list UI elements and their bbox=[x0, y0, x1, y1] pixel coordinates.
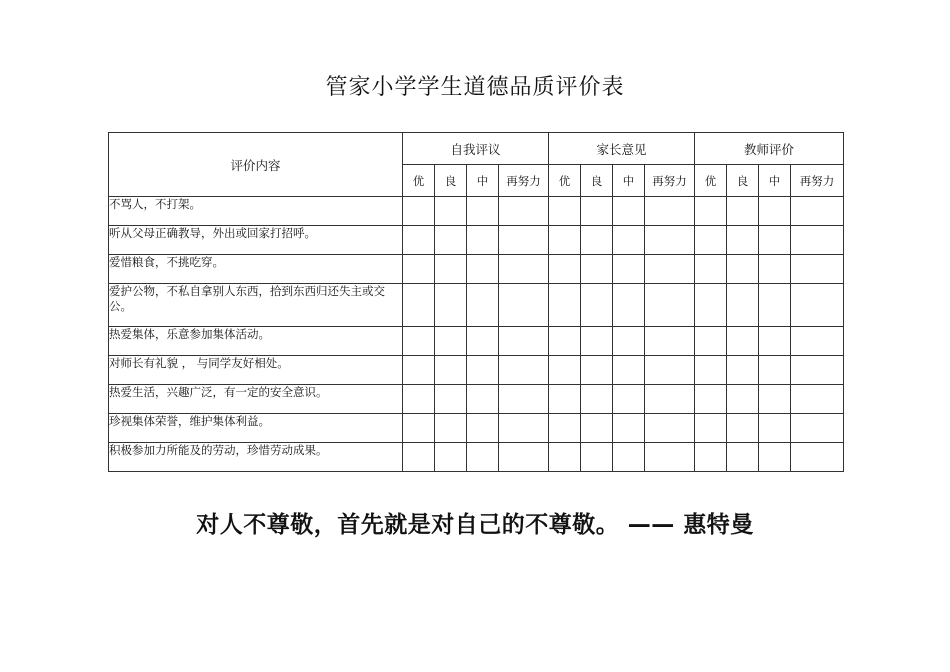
grade-cell[interactable] bbox=[645, 284, 695, 327]
grade-cell[interactable] bbox=[581, 356, 613, 385]
grade-cell[interactable] bbox=[581, 414, 613, 443]
grade-cell[interactable] bbox=[403, 327, 435, 356]
grade-header: 再努力 bbox=[499, 165, 549, 197]
grade-cell[interactable] bbox=[791, 414, 844, 443]
grade-cell[interactable] bbox=[695, 255, 727, 284]
grade-header: 中 bbox=[613, 165, 645, 197]
grade-cell[interactable] bbox=[613, 255, 645, 284]
table-row bbox=[109, 414, 844, 443]
grade-cell[interactable] bbox=[727, 385, 759, 414]
group-header-self: 自我评议 bbox=[403, 133, 549, 165]
grade-cell[interactable] bbox=[499, 255, 549, 284]
grade-cell[interactable] bbox=[467, 226, 499, 255]
criterion-text: 热爱集体，乐意参加集体活动。 bbox=[109, 327, 403, 356]
grade-cell[interactable] bbox=[499, 284, 549, 327]
grade-cell[interactable] bbox=[435, 356, 467, 385]
grade-cell[interactable] bbox=[549, 284, 581, 327]
grade-cell[interactable] bbox=[613, 414, 645, 443]
grade-cell[interactable] bbox=[727, 414, 759, 443]
grade-cell[interactable] bbox=[695, 284, 727, 327]
grade-cell[interactable] bbox=[581, 255, 613, 284]
grade-cell[interactable] bbox=[467, 385, 499, 414]
grade-cell[interactable] bbox=[613, 226, 645, 255]
grade-cell[interactable] bbox=[435, 226, 467, 255]
grade-cell[interactable] bbox=[695, 356, 727, 385]
grade-cell[interactable] bbox=[645, 443, 695, 472]
criterion-text: 对师长有礼貌 ， 与同学友好相处。 bbox=[109, 356, 403, 385]
grade-cell[interactable] bbox=[549, 197, 581, 226]
grade-cell[interactable] bbox=[435, 197, 467, 226]
grade-cell[interactable] bbox=[613, 385, 645, 414]
table-row bbox=[109, 284, 844, 327]
content-header: 评价内容 bbox=[109, 133, 403, 197]
table-row bbox=[109, 255, 844, 284]
grade-header: 良 bbox=[581, 165, 613, 197]
grade-cell[interactable] bbox=[499, 226, 549, 255]
grade-cell[interactable] bbox=[759, 327, 791, 356]
grade-cell[interactable] bbox=[549, 385, 581, 414]
grade-cell[interactable] bbox=[791, 226, 844, 255]
grade-cell[interactable] bbox=[403, 197, 435, 226]
grade-cell[interactable] bbox=[499, 327, 549, 356]
group-header-teacher: 教师评价 bbox=[695, 133, 844, 165]
grade-cell[interactable] bbox=[695, 226, 727, 255]
grade-cell[interactable] bbox=[759, 226, 791, 255]
grade-cell[interactable] bbox=[695, 414, 727, 443]
grade-cell[interactable] bbox=[613, 443, 645, 472]
grade-cell[interactable] bbox=[467, 356, 499, 385]
table-row bbox=[109, 226, 844, 255]
grade-cell[interactable] bbox=[727, 255, 759, 284]
table-row bbox=[109, 197, 844, 226]
grade-cell[interactable] bbox=[467, 443, 499, 472]
grade-header: 良 bbox=[435, 165, 467, 197]
grade-cell[interactable] bbox=[581, 327, 613, 356]
grade-cell[interactable] bbox=[613, 197, 645, 226]
grade-header: 再努力 bbox=[645, 165, 695, 197]
grade-cell[interactable] bbox=[467, 327, 499, 356]
grade-cell[interactable] bbox=[467, 255, 499, 284]
page-title: 管家小学学生道德品质评价表 bbox=[325, 75, 625, 100]
grade-cell[interactable] bbox=[727, 226, 759, 255]
grade-cell[interactable] bbox=[645, 226, 695, 255]
grade-cell[interactable] bbox=[549, 356, 581, 385]
grade-cell[interactable] bbox=[549, 255, 581, 284]
grade-cell[interactable] bbox=[403, 385, 435, 414]
grade-cell[interactable] bbox=[549, 443, 581, 472]
grade-cell[interactable] bbox=[499, 443, 549, 472]
grade-cell[interactable] bbox=[695, 327, 727, 356]
grade-cell[interactable] bbox=[549, 414, 581, 443]
grade-cell[interactable] bbox=[727, 284, 759, 327]
grade-cell[interactable] bbox=[499, 385, 549, 414]
grade-cell[interactable] bbox=[435, 284, 467, 327]
table-row bbox=[109, 327, 844, 356]
grade-cell[interactable] bbox=[435, 255, 467, 284]
grade-cell[interactable] bbox=[403, 284, 435, 327]
grade-cell[interactable] bbox=[727, 356, 759, 385]
grade-cell[interactable] bbox=[435, 327, 467, 356]
grade-cell[interactable] bbox=[791, 284, 844, 327]
grade-cell[interactable] bbox=[759, 385, 791, 414]
grade-cell[interactable] bbox=[695, 197, 727, 226]
grade-cell[interactable] bbox=[549, 226, 581, 255]
grade-cell[interactable] bbox=[581, 443, 613, 472]
grade-cell[interactable] bbox=[499, 197, 549, 226]
grade-cell[interactable] bbox=[645, 356, 695, 385]
evaluation-table bbox=[108, 132, 844, 472]
grade-cell[interactable] bbox=[581, 385, 613, 414]
grade-cell[interactable] bbox=[581, 284, 613, 327]
grade-cell[interactable] bbox=[759, 255, 791, 284]
criterion-text: 珍视集体荣誉，维护集体利益。 bbox=[109, 414, 403, 443]
grade-cell[interactable] bbox=[549, 327, 581, 356]
grade-cell[interactable] bbox=[499, 414, 549, 443]
grade-cell[interactable] bbox=[695, 443, 727, 472]
criterion-text: 爱惜粮食，不挑吃穿。 bbox=[109, 255, 403, 284]
grade-cell[interactable] bbox=[791, 443, 844, 472]
grade-header: 再努力 bbox=[791, 165, 844, 197]
quote-text: 对人不尊敬，首先就是对自己的不尊敬。 —— 惠特曼 bbox=[196, 512, 754, 538]
table-row bbox=[109, 385, 844, 414]
grade-cell[interactable] bbox=[791, 255, 844, 284]
grade-header: 良 bbox=[727, 165, 759, 197]
criterion-text: 听从父母正确教导，外出或回家打招呼。 bbox=[109, 226, 403, 255]
grade-header: 中 bbox=[467, 165, 499, 197]
grade-cell[interactable] bbox=[467, 197, 499, 226]
grade-cell[interactable] bbox=[499, 356, 549, 385]
grade-cell[interactable] bbox=[435, 443, 467, 472]
table-row bbox=[109, 443, 844, 472]
grade-cell[interactable] bbox=[613, 356, 645, 385]
grade-cell[interactable] bbox=[759, 414, 791, 443]
grade-cell[interactable] bbox=[613, 284, 645, 327]
grade-cell[interactable] bbox=[645, 385, 695, 414]
grade-cell[interactable] bbox=[645, 327, 695, 356]
grade-cell[interactable] bbox=[435, 385, 467, 414]
group-header-parent: 家长意见 bbox=[549, 133, 695, 165]
criterion-text: 积极参加力所能及的劳动，珍惜劳动成果。 bbox=[109, 443, 403, 472]
grade-cell[interactable] bbox=[759, 197, 791, 226]
grade-cell[interactable] bbox=[645, 414, 695, 443]
grade-cell[interactable] bbox=[645, 255, 695, 284]
grade-cell[interactable] bbox=[727, 443, 759, 472]
grade-cell[interactable] bbox=[791, 197, 844, 226]
grade-cell[interactable] bbox=[467, 414, 499, 443]
criterion-text: 热爱生活，兴趣广泛，有一定的安全意识。 bbox=[109, 385, 403, 414]
grade-header: 优 bbox=[695, 165, 727, 197]
grade-cell[interactable] bbox=[403, 443, 435, 472]
grade-cell[interactable] bbox=[403, 414, 435, 443]
grade-cell[interactable] bbox=[727, 327, 759, 356]
grade-cell[interactable] bbox=[581, 226, 613, 255]
grade-header: 中 bbox=[759, 165, 791, 197]
grade-cell[interactable] bbox=[467, 284, 499, 327]
grade-cell[interactable] bbox=[403, 226, 435, 255]
grade-cell[interactable] bbox=[435, 414, 467, 443]
table-row bbox=[109, 356, 844, 385]
grade-cell[interactable] bbox=[727, 197, 759, 226]
grade-cell[interactable] bbox=[759, 356, 791, 385]
grade-cell[interactable] bbox=[791, 385, 844, 414]
grade-cell[interactable] bbox=[613, 327, 645, 356]
grade-header: 优 bbox=[549, 165, 581, 197]
grade-cell[interactable] bbox=[581, 197, 613, 226]
criterion-text: 爱护公物，不私自拿别人东西，拾到东西归还失主或交公。 bbox=[109, 284, 403, 327]
grade-cell[interactable] bbox=[759, 443, 791, 472]
grade-header: 优 bbox=[403, 165, 435, 197]
grade-cell[interactable] bbox=[791, 327, 844, 356]
grade-cell[interactable] bbox=[645, 197, 695, 226]
grade-cell[interactable] bbox=[403, 255, 435, 284]
grade-cell[interactable] bbox=[791, 356, 844, 385]
grade-cell[interactable] bbox=[695, 385, 727, 414]
grade-cell[interactable] bbox=[403, 356, 435, 385]
grade-cell[interactable] bbox=[759, 284, 791, 327]
criterion-text: 不骂人，不打架。 bbox=[109, 197, 403, 226]
